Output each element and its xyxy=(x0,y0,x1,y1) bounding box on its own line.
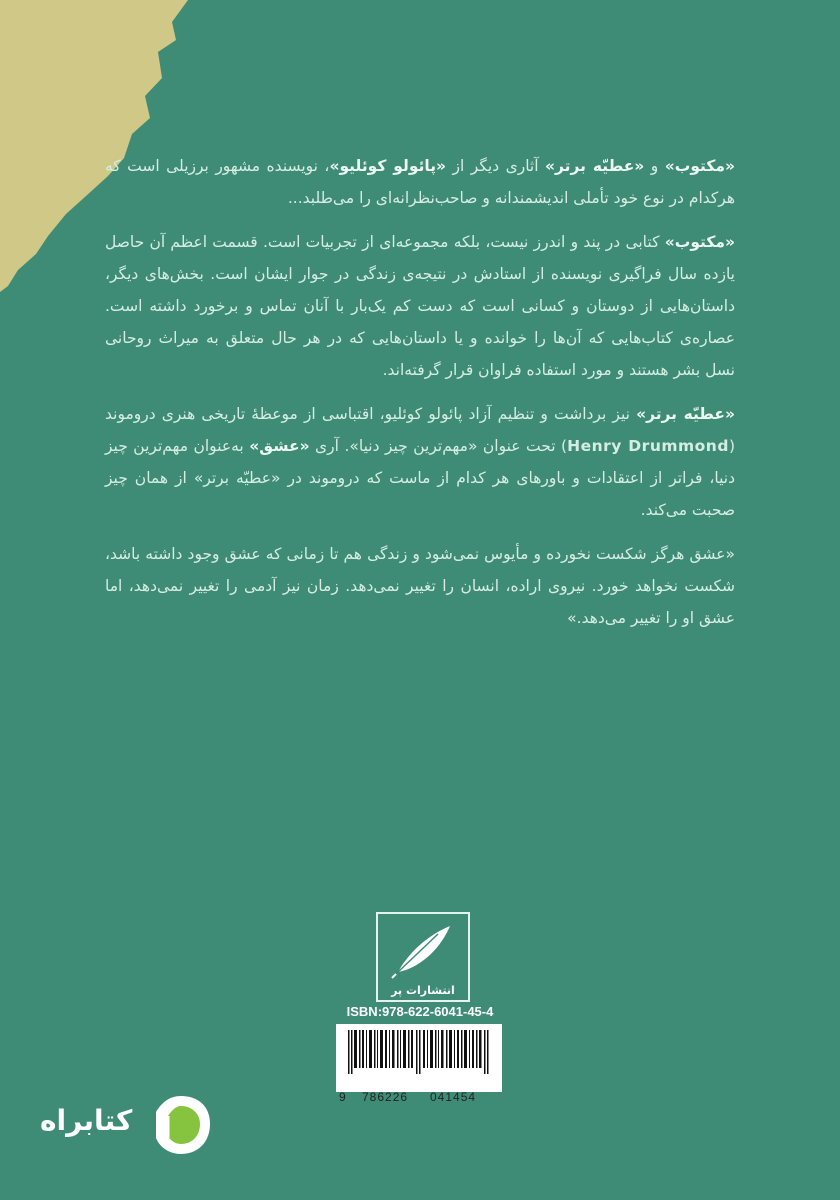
publisher-logo xyxy=(376,912,470,1002)
paragraph-atiyeh: «عطیّه برتر» نیز برداشت و تنظیم آزاد پائولو کوئلیو، اقتباسی از موعظهٔ تاریخی هنری دروموند (Henry Drummond) تحت عنوان «مهم‌ترین چیز دنیا». آری «عشق» به‌عنوان مهم‌ترین چیز دنیا، فراتر از اعتقادات و باورهای هر کدام از ماست که دروموند در «عطیّه برتر» از همان چیز صحبت می‌کند. xyxy=(105,405,736,519)
henry-drummond-name: Henry Drummond xyxy=(567,437,729,455)
back-cover-text xyxy=(105,150,735,646)
author-name: «پائولو کوئلیو» xyxy=(329,157,447,175)
paragraph-quote: «عشق هرگز شکست نخورده و مأیوس نمی‌شود و زندگی هم تا زمانی که عشق وجود داشته باشد، شکست نخواهد خورد. نیروی اراده، انسان را تغییر نمی‌دهد. زمان نیز آدمی را تغییر نمی‌دهد، اما عشق او را تغییر می‌دهد.» xyxy=(105,545,735,627)
ketabrah-watermark xyxy=(40,1092,220,1162)
paragraph-maktoob: «مکتوب» کتابی در پند و اندرز نیست، بلکه مجموعه‌ای از تجربیات است. قسمت اعظم آن حاصل یازده سال فراگیری نویسنده از استادش در نتیجه‌ی زندگی در جوار ایشان است. بخش‌های دیگر، داستان‌هایی از دوستان و کسانی است که دست کم یک‌بار با آنان تماس و برخورد داشته است. عصاره‌ی کتاب‌هایی که آن‌ها را خوانده و یا داستان‌هایی که در هر حال متعلق به میراث روحانی نسل بشر هستند و مورد استفاده فراوان قرار گرفته‌اند. xyxy=(105,233,735,379)
book-leaf-icon xyxy=(148,1092,214,1158)
publisher-name: انتشارات پر xyxy=(391,984,455,997)
isbn-label: ISBN:978-622-6041-45-4 xyxy=(346,1004,494,1019)
title-maktoob: «مکتوب» xyxy=(664,157,735,175)
feather-icon xyxy=(378,914,468,984)
barcode: 9 786226 041454 xyxy=(336,1024,502,1092)
paragraph-intro: «مکتوب» و «عطیّه برتر» آثاری دیگر از «پائولو کوئلیو»، نویسنده مشهور برزیلی است که هرکدام در نوع خود تأملی اندیشمندانه و صاحب‌نظرانه‌ای را می‌طلبد... xyxy=(105,157,735,207)
watermark-text: کتابراه xyxy=(40,1104,133,1137)
barcode-bars xyxy=(348,1030,490,1074)
title-atiyeh-bartar: «عطیّه برتر» xyxy=(545,157,645,175)
